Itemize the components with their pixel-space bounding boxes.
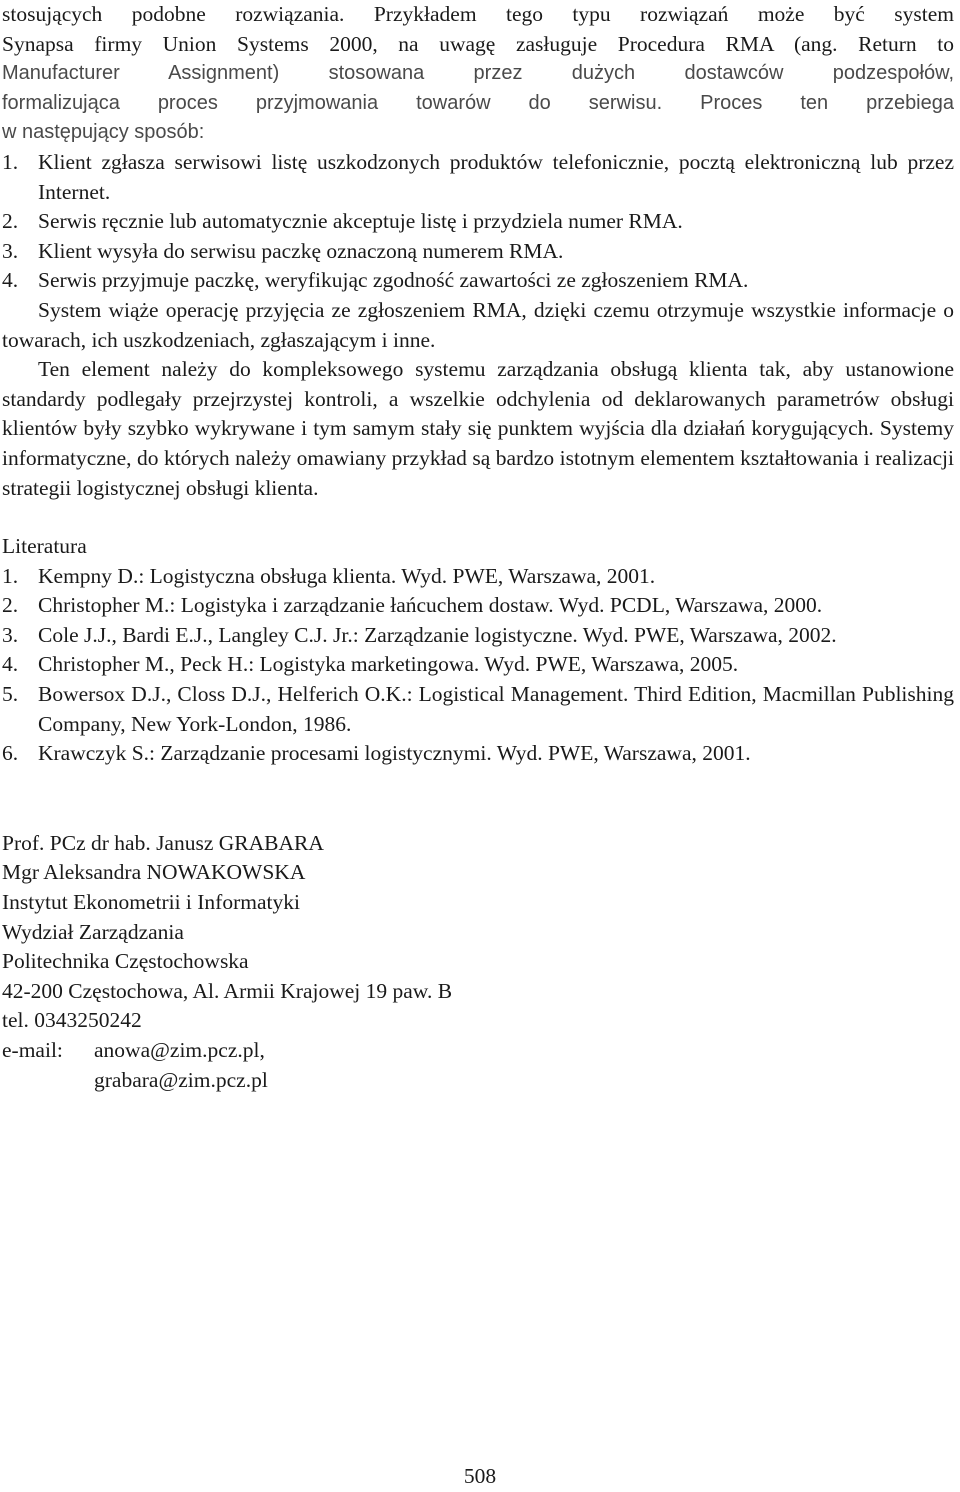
reference-item: [2, 739, 954, 769]
reference-item: [2, 591, 954, 621]
list-item: [2, 207, 954, 237]
page-number: 508: [463, 1464, 497, 1488]
intro-line: Synapsa firmy Union Systems 2000, na uwagę zasługuje Procedura RMA (ang. Return to: [2, 31, 954, 56]
email-address[interactable]: grabara@zim.pcz.pl: [94, 1067, 268, 1092]
email-label-spacer: [2, 1066, 94, 1096]
postal-address: 42-200 Częstochowa, Al. Armii Krajowej 19 paw. B: [2, 978, 453, 1003]
university-name: Politechnika Częstochowska: [2, 949, 249, 974]
reference-number: 5.: [2, 682, 19, 707]
reference-number: 4.: [2, 652, 19, 677]
literature-heading: Literatura: [2, 534, 87, 559]
intro-line: w następujący sposób:: [2, 121, 205, 144]
email-row: [2, 1036, 954, 1066]
email-label: e-mail:: [2, 1038, 63, 1062]
list-item-text: Klient wysyła do serwisu paczkę oznaczoną numerem RMA.: [38, 238, 564, 263]
intro-line: Manufacturer Assignment) stosowana przez dużych dostawców podzespołów,: [2, 62, 954, 85]
email-address[interactable]: anowa@zim.pcz.pl,: [94, 1038, 265, 1062]
list-item-text: Serwis przyjmuje paczkę, weryfikując zgodność zawartości ze zgłoszeniem RMA.: [38, 268, 749, 293]
reference-number: 3.: [2, 622, 19, 647]
phone-number: tel. 0343250242: [2, 1008, 142, 1033]
list-item-number: 2.: [2, 209, 19, 234]
rma-steps-list: [2, 148, 954, 296]
intro-line: formalizująca proces przyjmowania towarów do serwisu. Proces ten przebiega: [2, 91, 954, 114]
reference-number: 1.: [2, 563, 19, 588]
email-row: [2, 1066, 954, 1096]
list-item-text: Serwis ręcznie lub automatycznie akceptuje listę i przydziela numer RMA.: [38, 209, 683, 234]
reference-number: 6.: [2, 741, 19, 766]
intro-line: stosujących podobne rozwiązania. Przykładem tego typu rozwiązań może być system: [2, 2, 954, 26]
list-item-text: Klient zgłasza serwisowi listę uszkodzonych produktów telefonicznie, pocztą elektroniczną lub przez Internet.: [38, 149, 954, 204]
author-name: Prof. PCz dr hab. Janusz GRABARA: [2, 830, 324, 855]
list-item-number: 4.: [2, 268, 19, 293]
reference-text: Christopher M.: Logistyka i zarządzanie łańcuchem dostaw. Wyd. PCDL, Warszawa, 2000.: [38, 593, 823, 618]
list-item: [2, 148, 954, 207]
intro-paragraph: [2, 0, 954, 148]
author-affiliation-block: [2, 829, 954, 1095]
reference-item: [2, 621, 954, 651]
reference-text: Cole J.J., Bardi E.J., Langley C.J. Jr.: Zarządzanie logistyczne. Wyd. PWE, Warszawa, 2002.: [38, 622, 837, 647]
list-item: [2, 237, 954, 267]
list-item-number: 3.: [2, 238, 19, 263]
list-item: [2, 266, 954, 296]
institute-name: Instytut Ekonometrii i Informatyki: [2, 890, 300, 915]
reference-text: Christopher M., Peck H.: Logistyka marketingowa. Wyd. PWE, Warszawa, 2005.: [38, 652, 739, 677]
reference-item: [2, 562, 954, 592]
system-paragraph: System wiąże operację przyjęcia ze zgłoszeniem RMA, dzięki czemu otrzymuje wszystkie informacje o towarach, ich uszkodzeniach, zgłaszającym i inne.: [2, 297, 954, 352]
element-paragraph: Ten element należy do kompleksowego systemu zarządzania obsługą klienta tak, aby ustanowione standardy podlegały przejrzystej kontroli, a wszelkie odchylenia od deklarowanych parametrów obsługi klientów były szybko wykrywane i tym samym stały się punktem wyjścia dla działań korygujących. Systemy informatyczne, do których należy omawiany przykład są bardzo istotnym elementem kształtowania i realizacji strategii logistycznej obsługi klienta.: [2, 357, 954, 500]
reference-text: Krawczyk S.: Zarządzanie procesami logistycznymi. Wyd. PWE, Warszawa, 2001.: [38, 741, 751, 766]
reference-number: 2.: [2, 593, 19, 618]
references-list: [2, 562, 954, 769]
reference-item: [2, 680, 954, 739]
page-content: [2, 0, 954, 1095]
reference-text: Kempny D.: Logistyczna obsługa klienta. Wyd. PWE, Warszawa, 2001.: [38, 563, 656, 588]
faculty-name: Wydział Zarządzania: [2, 919, 184, 944]
list-item-number: 1.: [2, 149, 19, 174]
reference-text: Bowersox D.J., Closs D.J., Helferich O.K.: Logistical Management. Third Edition, Macmillan Publishing Company, New York-London, 1986.: [38, 682, 954, 736]
author-name: Mgr Aleksandra NOWAKOWSKA: [2, 860, 306, 885]
reference-item: [2, 650, 954, 680]
